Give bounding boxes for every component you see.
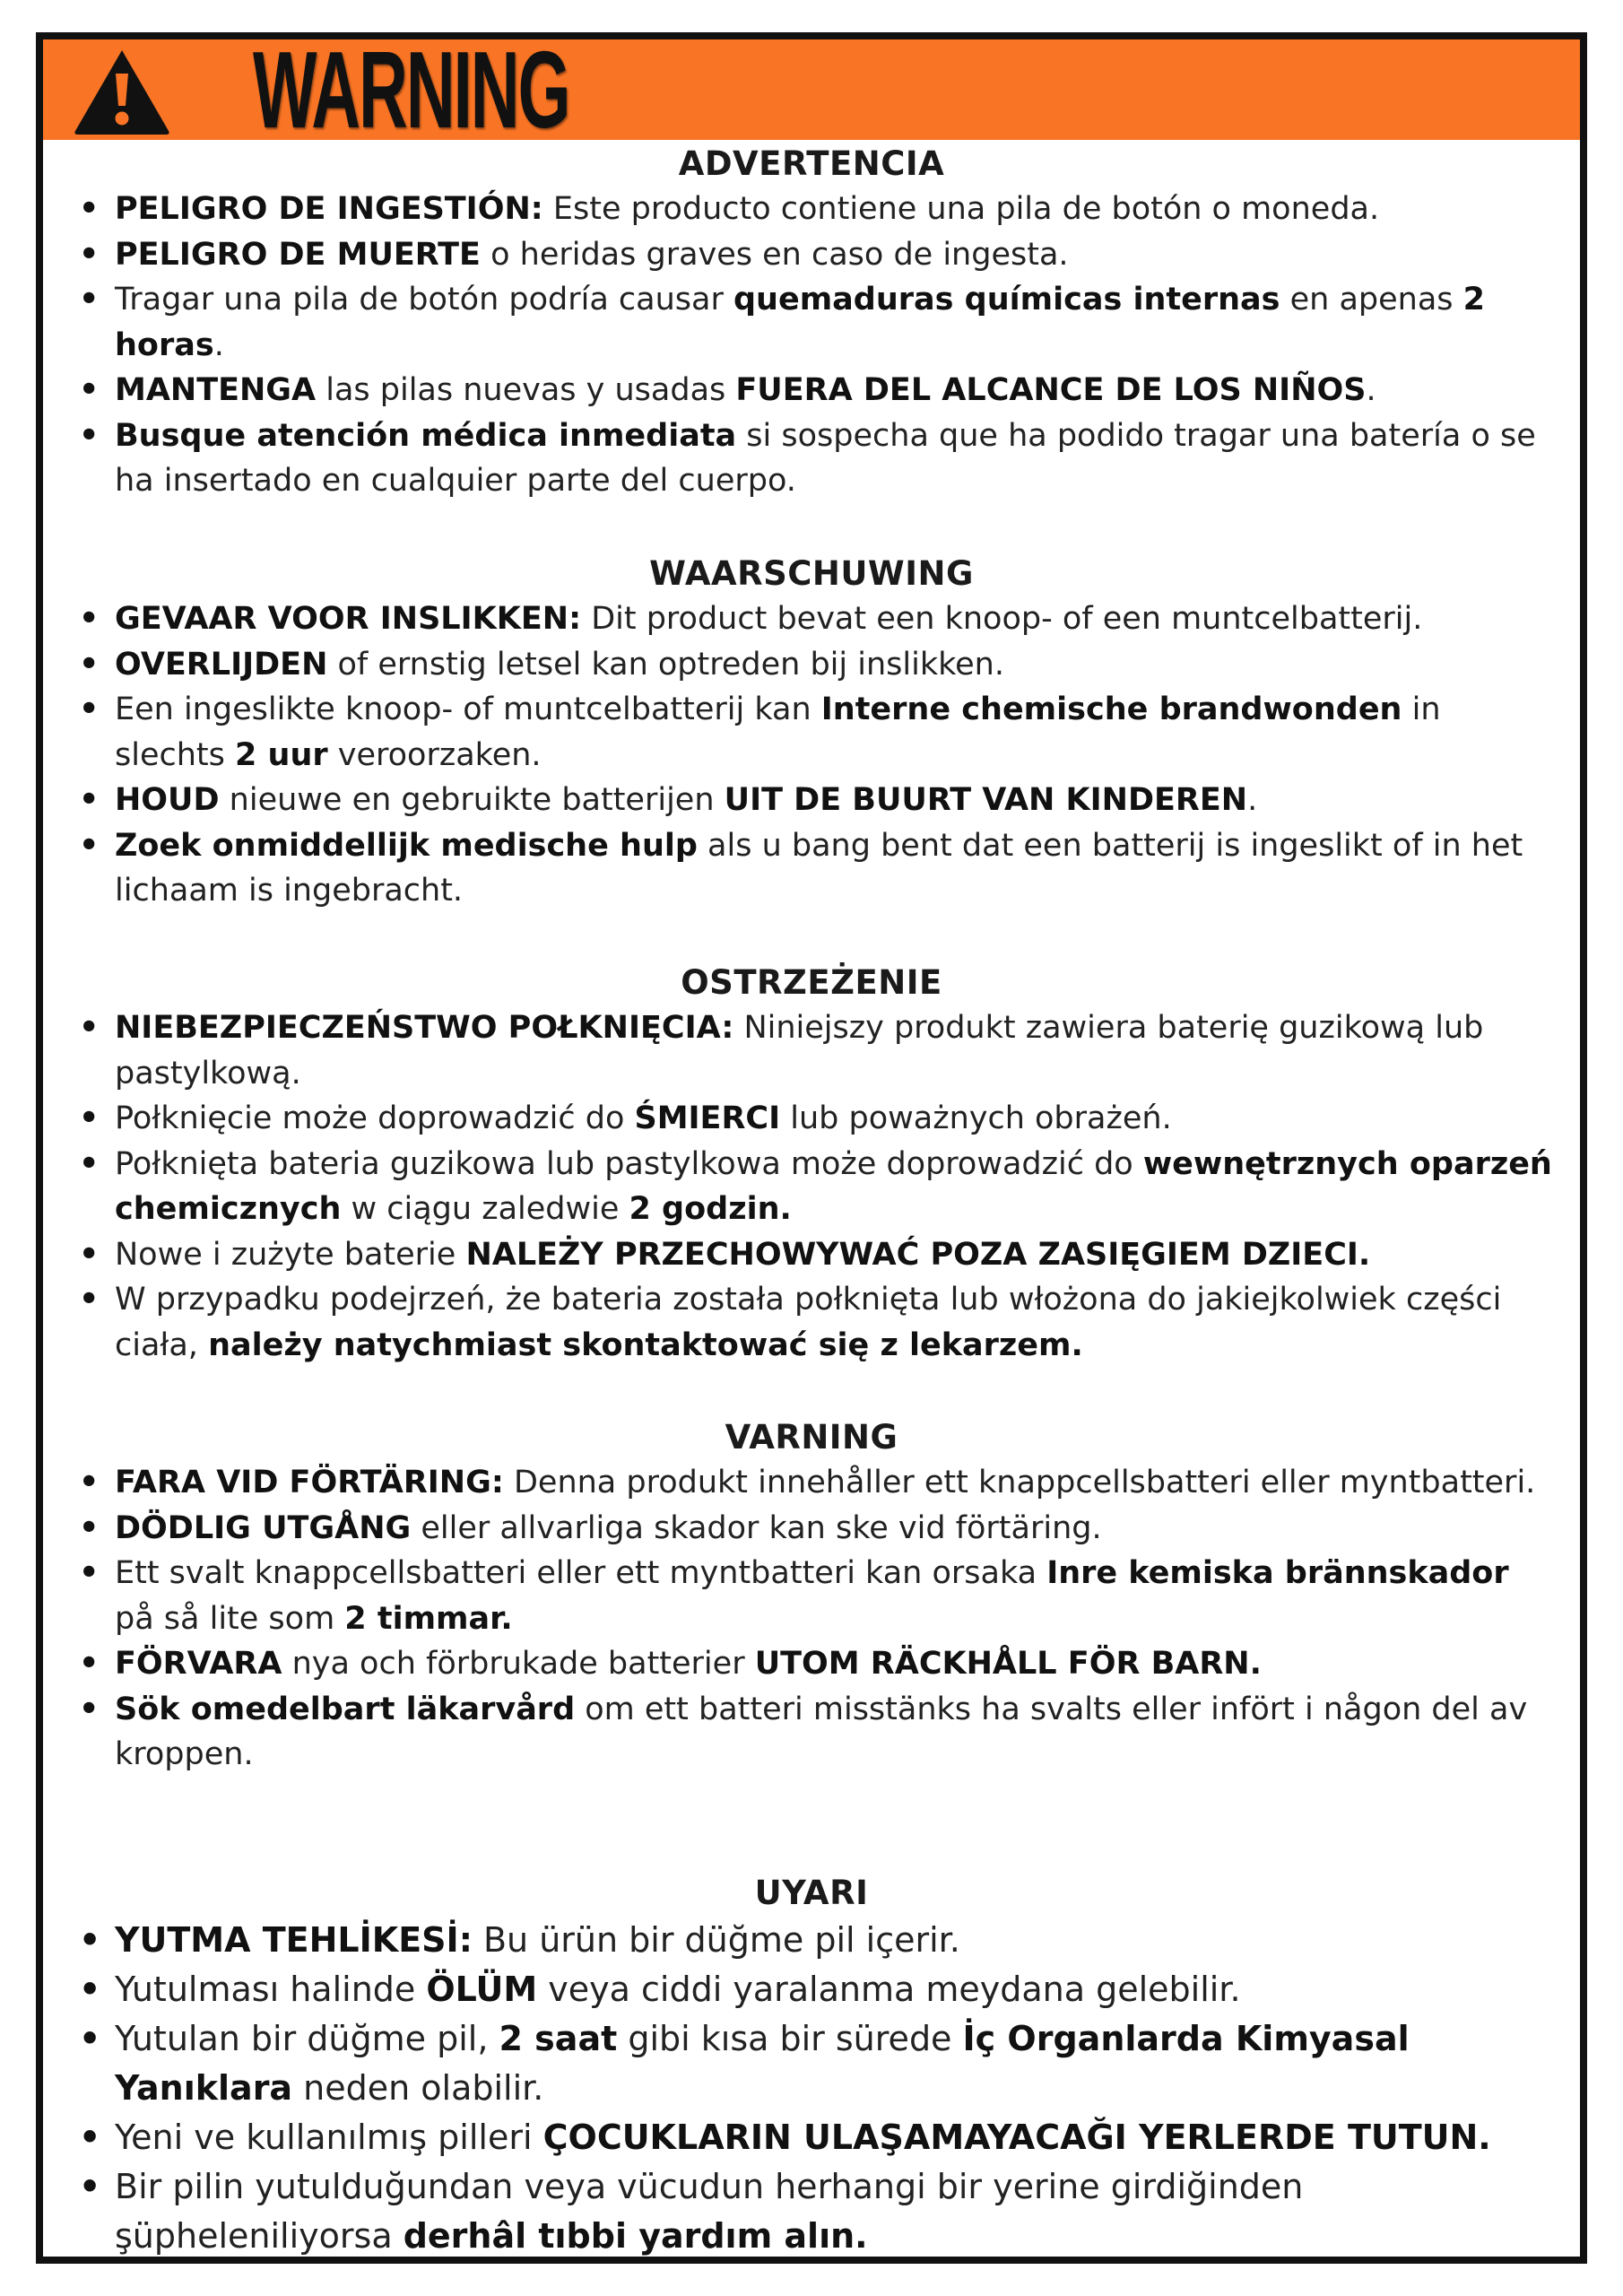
bullet-list-spanish xyxy=(43,187,1580,504)
bold-text: ŚMIERCI xyxy=(634,1100,781,1136)
bold-text: YUTMA TEHLİKESİ: xyxy=(115,1920,473,1960)
list-item xyxy=(115,1005,1553,1096)
bold-text: DÖDLIG UTGÅNG xyxy=(115,1509,412,1546)
text-run: veroorzaken. xyxy=(327,736,542,773)
text-run: veya ciddi yaralanma meydana gelebilir. xyxy=(537,1970,1241,2009)
bold-text: quemaduras químicas internas xyxy=(733,282,1280,317)
bullet-list-swedish xyxy=(43,1460,1580,1778)
text-run: Dit product bevat een knoop- of een muntcelbatterij. xyxy=(581,601,1423,637)
list-item xyxy=(115,1232,1553,1278)
bold-text: Inre kemiska brännskador xyxy=(1046,1555,1509,1591)
section-title-dutch: WAARSCHUWING xyxy=(649,554,974,593)
bold-text: ÖLÜM xyxy=(426,1970,538,2009)
bold-text: ÇOCUKLARIN ULAŞAMAYACAĞI YERLERDE TUTUN. xyxy=(542,2118,1491,2157)
bold-text: 2 timmar. xyxy=(344,1600,513,1637)
section-title-turkish: UYARI xyxy=(754,1874,869,1912)
bold-text: należy natychmiast skontaktować się z lekarzem. xyxy=(208,1326,1083,1363)
list-item xyxy=(115,1916,1553,1965)
section-spanish xyxy=(43,142,1580,504)
bold-text: Zoek onmiddellijk medische hulp xyxy=(115,827,698,864)
bold-text: Sök omedelbart läkarvård xyxy=(115,1691,576,1727)
text-run: of ernstig letsel kan optreden bij inslikken. xyxy=(327,646,1004,683)
text-run: på så lite som xyxy=(115,1600,345,1637)
bold-text: FUERA DEL ALCANCE DE LOS NIÑOS xyxy=(735,372,1367,408)
bullet-list-turkish xyxy=(43,1916,1580,2261)
section-turkish xyxy=(43,1871,1580,2261)
text-run: als u bang bent dat een batterij is ingeslikt of in het lichaam is ingebracht. xyxy=(115,827,1523,909)
warning-triangle-icon xyxy=(72,47,172,136)
bold-text: Interne chemische brandwonden xyxy=(820,691,1402,727)
bold-text: OVERLIJDEN xyxy=(115,646,328,683)
text-run: W przypadku podejrzeń, że bateria została połknięta lub włożona do jakiejkolwiek części ciała, xyxy=(115,1282,1502,1363)
bold-text: NALEŻY PRZECHOWYWAĆ POZA ZASIĘGIEM DZIECI. xyxy=(465,1236,1371,1273)
list-item xyxy=(115,2113,1553,2162)
bold-text: UIT DE BUURT VAN KINDEREN xyxy=(724,782,1248,818)
list-item xyxy=(115,823,1553,914)
bold-text: PELIGRO DE MUERTE xyxy=(115,236,481,273)
list-item xyxy=(115,778,1553,823)
bold-text: 2 godzin. xyxy=(629,1191,792,1227)
section-polish xyxy=(43,961,1580,1368)
section-title-polish: OSTRZEŻENIE xyxy=(681,963,942,1002)
text-run: Bu ürün bir düğme pil içerir. xyxy=(472,1920,960,1960)
list-item xyxy=(115,1506,1553,1552)
text-run: Denna produkt innehåller ett knappcellsbatteri eller myntbatteri. xyxy=(503,1465,1536,1500)
bold-text: NIEBEZPIECZEŃSTWO POŁKNIĘCIA: xyxy=(115,1010,734,1046)
section-dutch xyxy=(43,552,1580,914)
bold-text: derhâl tıbbi yardım alın. xyxy=(403,2216,868,2256)
text-run: om ett batteri misstänks ha svalts eller infört i någon del av kroppen. xyxy=(115,1691,1528,1772)
text-run: eller allvarliga skador kan ske vid förtäring. xyxy=(411,1509,1102,1546)
list-item xyxy=(115,1142,1553,1232)
bold-text: 2 horas xyxy=(115,282,1486,363)
list-item xyxy=(115,368,1553,413)
text-run: . xyxy=(213,326,224,363)
bullet-list-dutch xyxy=(43,596,1580,914)
text-run: Nowe i zużyte baterie xyxy=(115,1236,466,1273)
list-item xyxy=(115,1460,1553,1506)
text-run: Yeni ve kullanılmış pilleri xyxy=(115,2118,543,2157)
list-item xyxy=(115,1551,1553,1641)
text-run: Połknięcie może doprowadzić do xyxy=(115,1100,635,1136)
text-run: en apenas xyxy=(1280,282,1463,317)
list-item xyxy=(115,1687,1553,1778)
list-item xyxy=(115,596,1553,642)
bold-text: PELIGRO DE INGESTIÓN: xyxy=(115,191,543,227)
bold-text: MANTENGA xyxy=(115,372,317,408)
bold-text: 2 uur xyxy=(235,736,328,773)
text-run: . xyxy=(1247,782,1258,818)
text-run: Niniejszy produkt zawiera baterię guzikową lub pastylkową. xyxy=(115,1010,1484,1091)
text-run: . xyxy=(1366,372,1376,408)
section-title-swedish: VARNING xyxy=(725,1418,898,1457)
text-run: lub poważnych obrażeń. xyxy=(780,1100,1172,1136)
list-item xyxy=(115,2014,1553,2113)
text-run: neden olabilir. xyxy=(292,2068,544,2108)
bold-text: HOUD xyxy=(115,782,220,818)
text-run: Tragar una pila de botón podría causar xyxy=(115,282,733,317)
text-run: Este producto contiene una pila de botón o moneda. xyxy=(542,191,1380,227)
section-title-spanish: ADVERTENCIA xyxy=(678,144,945,183)
text-run: gibi kısa bir sürede xyxy=(617,2019,963,2058)
list-item xyxy=(115,687,1553,778)
text-run: nieuwe en gebruikte batterijen xyxy=(219,782,725,818)
warning-title: WARNING xyxy=(253,29,569,151)
text-run: si sospecha que ha podido tragar una batería o se ha insertado en cualquier parte del cuerpo. xyxy=(115,417,1536,499)
bold-text: 2 saat xyxy=(499,2019,618,2058)
text-run: Połknięta bateria guzikowa lub pastylkowa może doprowadzić do xyxy=(115,1145,1143,1182)
text-run: nya och förbrukade batterier xyxy=(282,1646,755,1682)
text-run: Ett svalt knappcellsbatteri eller ett myntbatteri kan orsaka xyxy=(115,1555,1047,1591)
text-run: w ciągu zaledwie xyxy=(341,1191,629,1227)
bold-text: FARA VID FÖRTÄRING: xyxy=(115,1465,504,1500)
bold-text: İç Organlarda Kimyasal Yanıklara xyxy=(115,2019,1410,2108)
list-item xyxy=(115,2162,1553,2261)
text-run: in slechts xyxy=(115,691,1441,773)
list-item xyxy=(115,642,1553,688)
text-run: o heridas graves en caso de ingesta. xyxy=(480,236,1069,273)
bold-text: wewnętrznych oparzeń chemicznych xyxy=(115,1145,1552,1227)
bold-text: Busque atención médica inmediata xyxy=(115,417,737,454)
bold-text: FÖRVARA xyxy=(115,1646,282,1682)
warning-banner xyxy=(43,29,1580,151)
text-run: Yutulan bir düğme pil, xyxy=(115,2019,499,2058)
bullet-list-polish xyxy=(43,1005,1580,1368)
list-item xyxy=(115,187,1553,232)
bold-text: GEVAAR VOOR INSLIKKEN: xyxy=(115,601,582,637)
list-item xyxy=(115,413,1553,504)
list-item xyxy=(115,1277,1553,1368)
warning-label-frame xyxy=(36,29,1587,2264)
list-item xyxy=(115,1641,1553,1687)
list-item xyxy=(115,1965,1553,2014)
list-item xyxy=(115,277,1553,368)
section-swedish xyxy=(43,1415,1580,1778)
text-run: Yutulması halinde xyxy=(115,1970,427,2009)
text-run: las pilas nuevas y usadas xyxy=(316,372,736,408)
text-run: Bir pilin yutulduğundan veya vücudun herhangi bir yerine girdiğinden şüpheleniliyorsa xyxy=(115,2167,1304,2256)
list-item xyxy=(115,232,1553,278)
text-run: Een ingeslikte knoop- of muntcelbatterij kan xyxy=(115,691,821,727)
list-item xyxy=(115,1096,1553,1142)
bold-text: UTOM RÄCKHÅLL FÖR BARN. xyxy=(754,1646,1262,1682)
